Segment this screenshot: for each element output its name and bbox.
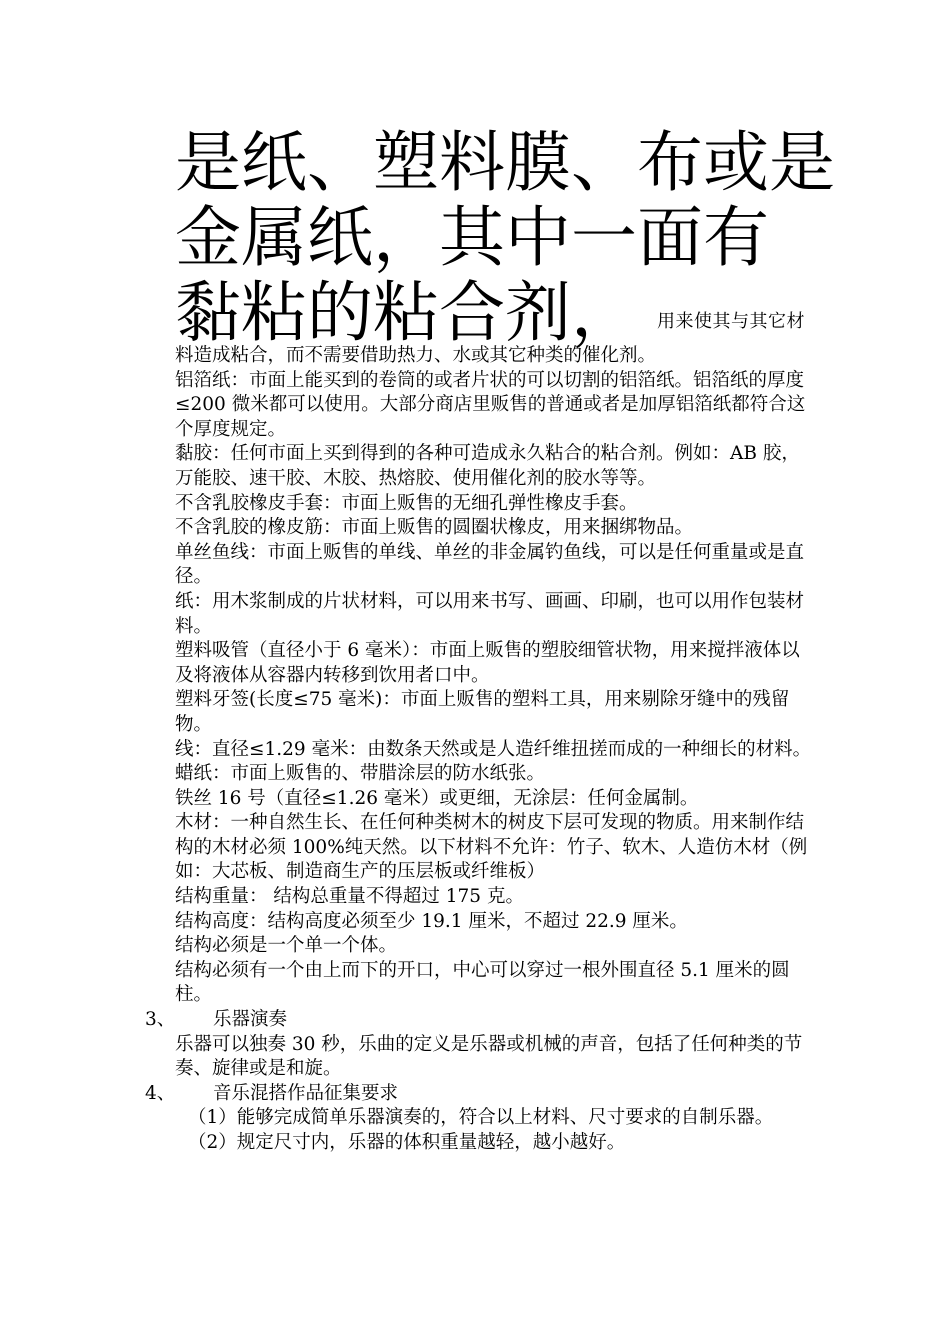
heading-line-3-text: 黏粘的粘合剂， bbox=[175, 274, 637, 351]
heading-line-1: 是纸、塑料膜、布或是 bbox=[175, 124, 835, 201]
section-4-heading bbox=[145, 1082, 815, 1107]
paragraph-fishing-line: 单丝鱼线：市面上贩售的单线、单丝的非金属钓鱼线，可以是任何重量或是直径。 bbox=[175, 541, 805, 588]
heading-line-2: 金属纸，其中一面有 bbox=[175, 199, 769, 276]
paragraph-glue: 黏胶：任何市面上买到得到的各种可造成永久粘合的粘合剂。例如：AB 胶，万能胶、速干胶、木胶、热熔胶、使用催化剂的胶水等等。 bbox=[175, 443, 800, 489]
section-3-title: 乐器演奏 bbox=[213, 1009, 288, 1031]
paragraph-structure-weight: 结构重量： 结构总重量不得超过 175 克。 bbox=[175, 886, 524, 908]
paragraph-structure-single: 结构必须是一个单一个体。 bbox=[175, 935, 398, 957]
paragraph-wire: 铁丝 16 号（直径≤1.26 毫米）或更细，无涂层：任何金属制。 bbox=[175, 787, 699, 809]
paragraph-structure-opening: 结构必须有一个由上而下的开口，中心可以穿过一根外围直径 5.1 厘米的圆柱。 bbox=[175, 959, 790, 1006]
paragraph-structure-height: 结构高度：结构高度必须至少 19.1 厘米，不超过 22.9 厘米。 bbox=[175, 910, 688, 932]
section-3-heading bbox=[145, 1008, 815, 1033]
section-4-number: 4、 bbox=[145, 1082, 176, 1104]
section-3-text: 乐器可以独奏 30 秒，乐曲的定义是乐器或机械的声音，包括了任何种类的节奏、旋律或是和旋。 bbox=[175, 1033, 803, 1080]
section-4-item-1: （1）能够完成简单乐器演奏的，符合以上材料、尺寸要求的自制乐器。 bbox=[188, 1107, 774, 1129]
document-body bbox=[145, 344, 815, 1156]
paragraph-wood: 木材：一种自然生长、在任何种类树木的树皮下层可发现的物质。用来制作结构的木材必须 100%纯天然。以下材料不允许：竹子、软木、人造仿木材（例如：大芯板、制造商生产的压层板或纤维板） bbox=[175, 812, 808, 883]
paragraph-paper: 纸：用木浆制成的片状材料，可以用来书写、画画、印刷，也可以用作包装材料。 bbox=[175, 590, 805, 637]
section-3-number: 3、 bbox=[145, 1009, 176, 1031]
section-4-item-2: （2）规定尺寸内，乐器的体积重量越轻，越小越好。 bbox=[188, 1132, 626, 1153]
heading-tail-text: 用来使其与其它材 bbox=[657, 311, 805, 332]
paragraph-rubber-bands: 不含乳胶的橡皮筋：市面上贩售的圆圈状橡皮，用来捆绑物品。 bbox=[175, 517, 694, 539]
section-4-title: 音乐混搭作品征集要求 bbox=[213, 1082, 399, 1104]
paragraph-straws: 塑料吸管（直径小于 6 毫米）：市面上贩售的塑胶细管状物，用来搅拌液体以及将液体从容器内转移到饮用者口中。 bbox=[175, 640, 800, 686]
paragraph-wax-paper: 蜡纸：市面上贩售的、带腊涂层的防水纸张。 bbox=[175, 763, 546, 785]
paragraph-thread: 线：直径≤1.29 毫米：由数条天然或是人造纤维扭搓而成的一种细长的材料。 bbox=[175, 738, 812, 760]
paragraph-toothpicks: 塑料牙签(长度≤75 毫米)：市面上贩售的塑料工具，用来剔除牙缝中的残留物。 bbox=[175, 689, 790, 735]
paragraph-gloves: 不含乳胶橡皮手套：市面上贩售的无细孔弹性橡皮手套。 bbox=[175, 492, 638, 514]
paragraph: 料造成粘合，而不需要借助热力、水或其它种类的催化剂。 bbox=[175, 345, 657, 366]
paragraph-aluminum-foil: 铝箔纸：市面上能买到的卷筒的或者片状的可以切割的铝箔纸。铝箔纸的厚度≤200 微米都可以使用。大部分商店里贩售的普通或者是加厚铝箔纸都符合这个厚度规定。 bbox=[175, 369, 806, 440]
